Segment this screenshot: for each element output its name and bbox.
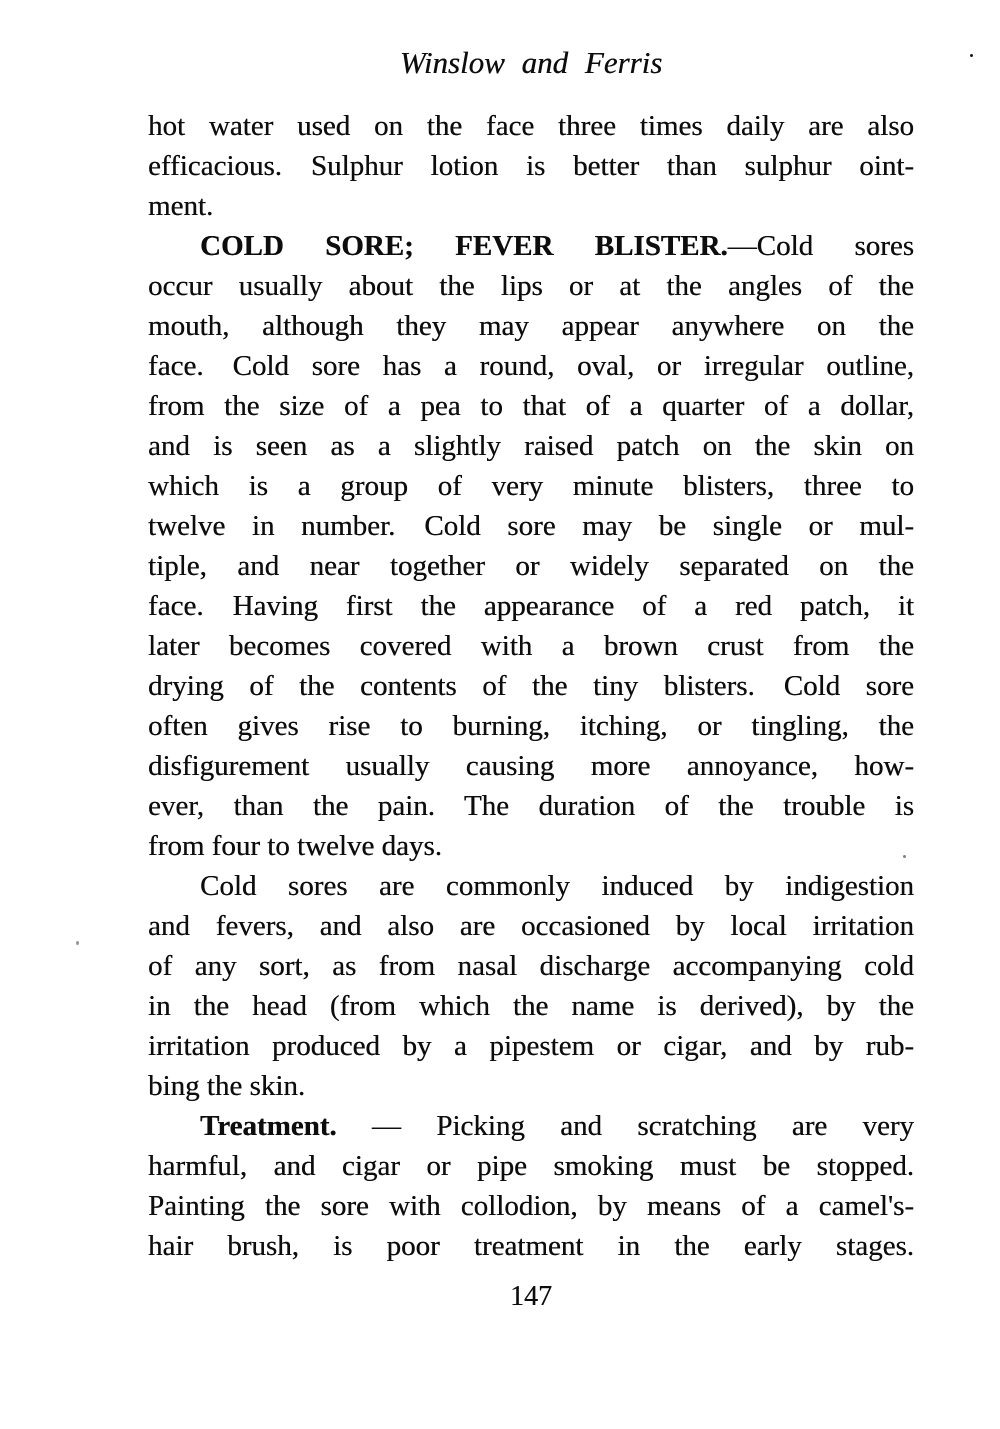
text-run: from four to twelve days. [148,830,442,862]
text-line [148,1226,914,1266]
page-number: 147 [510,1281,552,1312]
text-run: face. Cold sore has a round, oval, or irregular outline, [148,350,914,382]
scan-speck [903,855,906,858]
text-run: often gives rise to burning, itching, or tingling, the [148,710,914,742]
text-line [148,946,914,986]
text-run: bing the skin. [148,1070,306,1102]
scan-speck [76,941,79,945]
text-line [148,426,914,466]
running-head: Winslow and Ferris [399,45,663,80]
text-run: efficacious. Sulphur lotion is better than sulphur oint- [148,150,914,182]
text-block [148,106,914,1266]
text-line [148,226,914,266]
text-line [148,586,914,626]
text-line [148,106,914,146]
text-run: and is seen as a slightly raised patch on the skin on [148,430,914,462]
text-line [148,146,914,186]
text-run: —Cold sores [727,230,914,262]
text-line [148,906,914,946]
text-line [148,1026,914,1066]
text-run: twelve in number. Cold sore may be single or mul- [148,510,914,542]
text-run: later becomes covered with a brown crust from the [148,630,914,662]
text-line [148,306,914,346]
text-run: and fevers, and also are occasioned by local irritation [148,910,914,942]
text-run: in the head (from which the name is derived), by the [148,990,914,1022]
text-run: drying of the contents of the tiny blisters. Cold sore [148,670,914,702]
text-run: harmful, and cigar or pipe smoking must be stopped. [148,1150,914,1182]
text-line [148,666,914,706]
text-run: mouth, although they may appear anywhere on the [148,310,914,342]
text-line [148,506,914,546]
text-run: ment. [148,190,214,222]
text-run: hot water used on the face three times daily are also [148,110,914,142]
text-line [148,786,914,826]
text-line [148,546,914,586]
text-line [148,986,914,1026]
text-run: hair brush, is poor treatment in the early stages. [148,1230,914,1262]
text-line [148,466,914,506]
text-line [148,386,914,426]
text-line [148,1186,914,1226]
text-run: of any sort, as from nasal discharge accompanying cold [148,950,914,982]
text-run: which is a group of very minute blisters, three to [148,470,914,502]
text-line [148,826,914,866]
text-line [148,266,914,306]
text-line [148,1066,914,1106]
text-run: occur usually about the lips or at the angles of the [148,270,914,302]
text-run: Cold sores are commonly induced by indigestion [200,870,914,902]
text-line [148,186,914,226]
bold-run-in-heading: Treatment. [200,1110,337,1142]
text-line [148,346,914,386]
text-line [148,626,914,666]
text-line [148,866,914,906]
text-run: — Picking and scratching are very [336,1110,914,1142]
scan-speck [970,54,973,57]
text-run: ever, than the pain. The duration of the trouble is [148,790,914,822]
text-run: irritation produced by a pipestem or cigar, and by rub- [148,1030,914,1062]
text-run: Painting the sore with collodion, by means of a camel's- [148,1190,914,1222]
text-line [148,1146,914,1186]
text-line [148,746,914,786]
bold-run-in-heading: COLD SORE; FEVER BLISTER. [200,230,728,262]
text-line [148,1106,914,1146]
text-run: disfigurement usually causing more annoyance, how- [148,750,914,782]
text-run: from the size of a pea to that of a quarter of a dollar, [148,390,914,422]
text-line [148,706,914,746]
text-run: tiple, and near together or widely separated on the [148,550,914,582]
text-run: face. Having first the appearance of a red patch, it [148,590,914,622]
